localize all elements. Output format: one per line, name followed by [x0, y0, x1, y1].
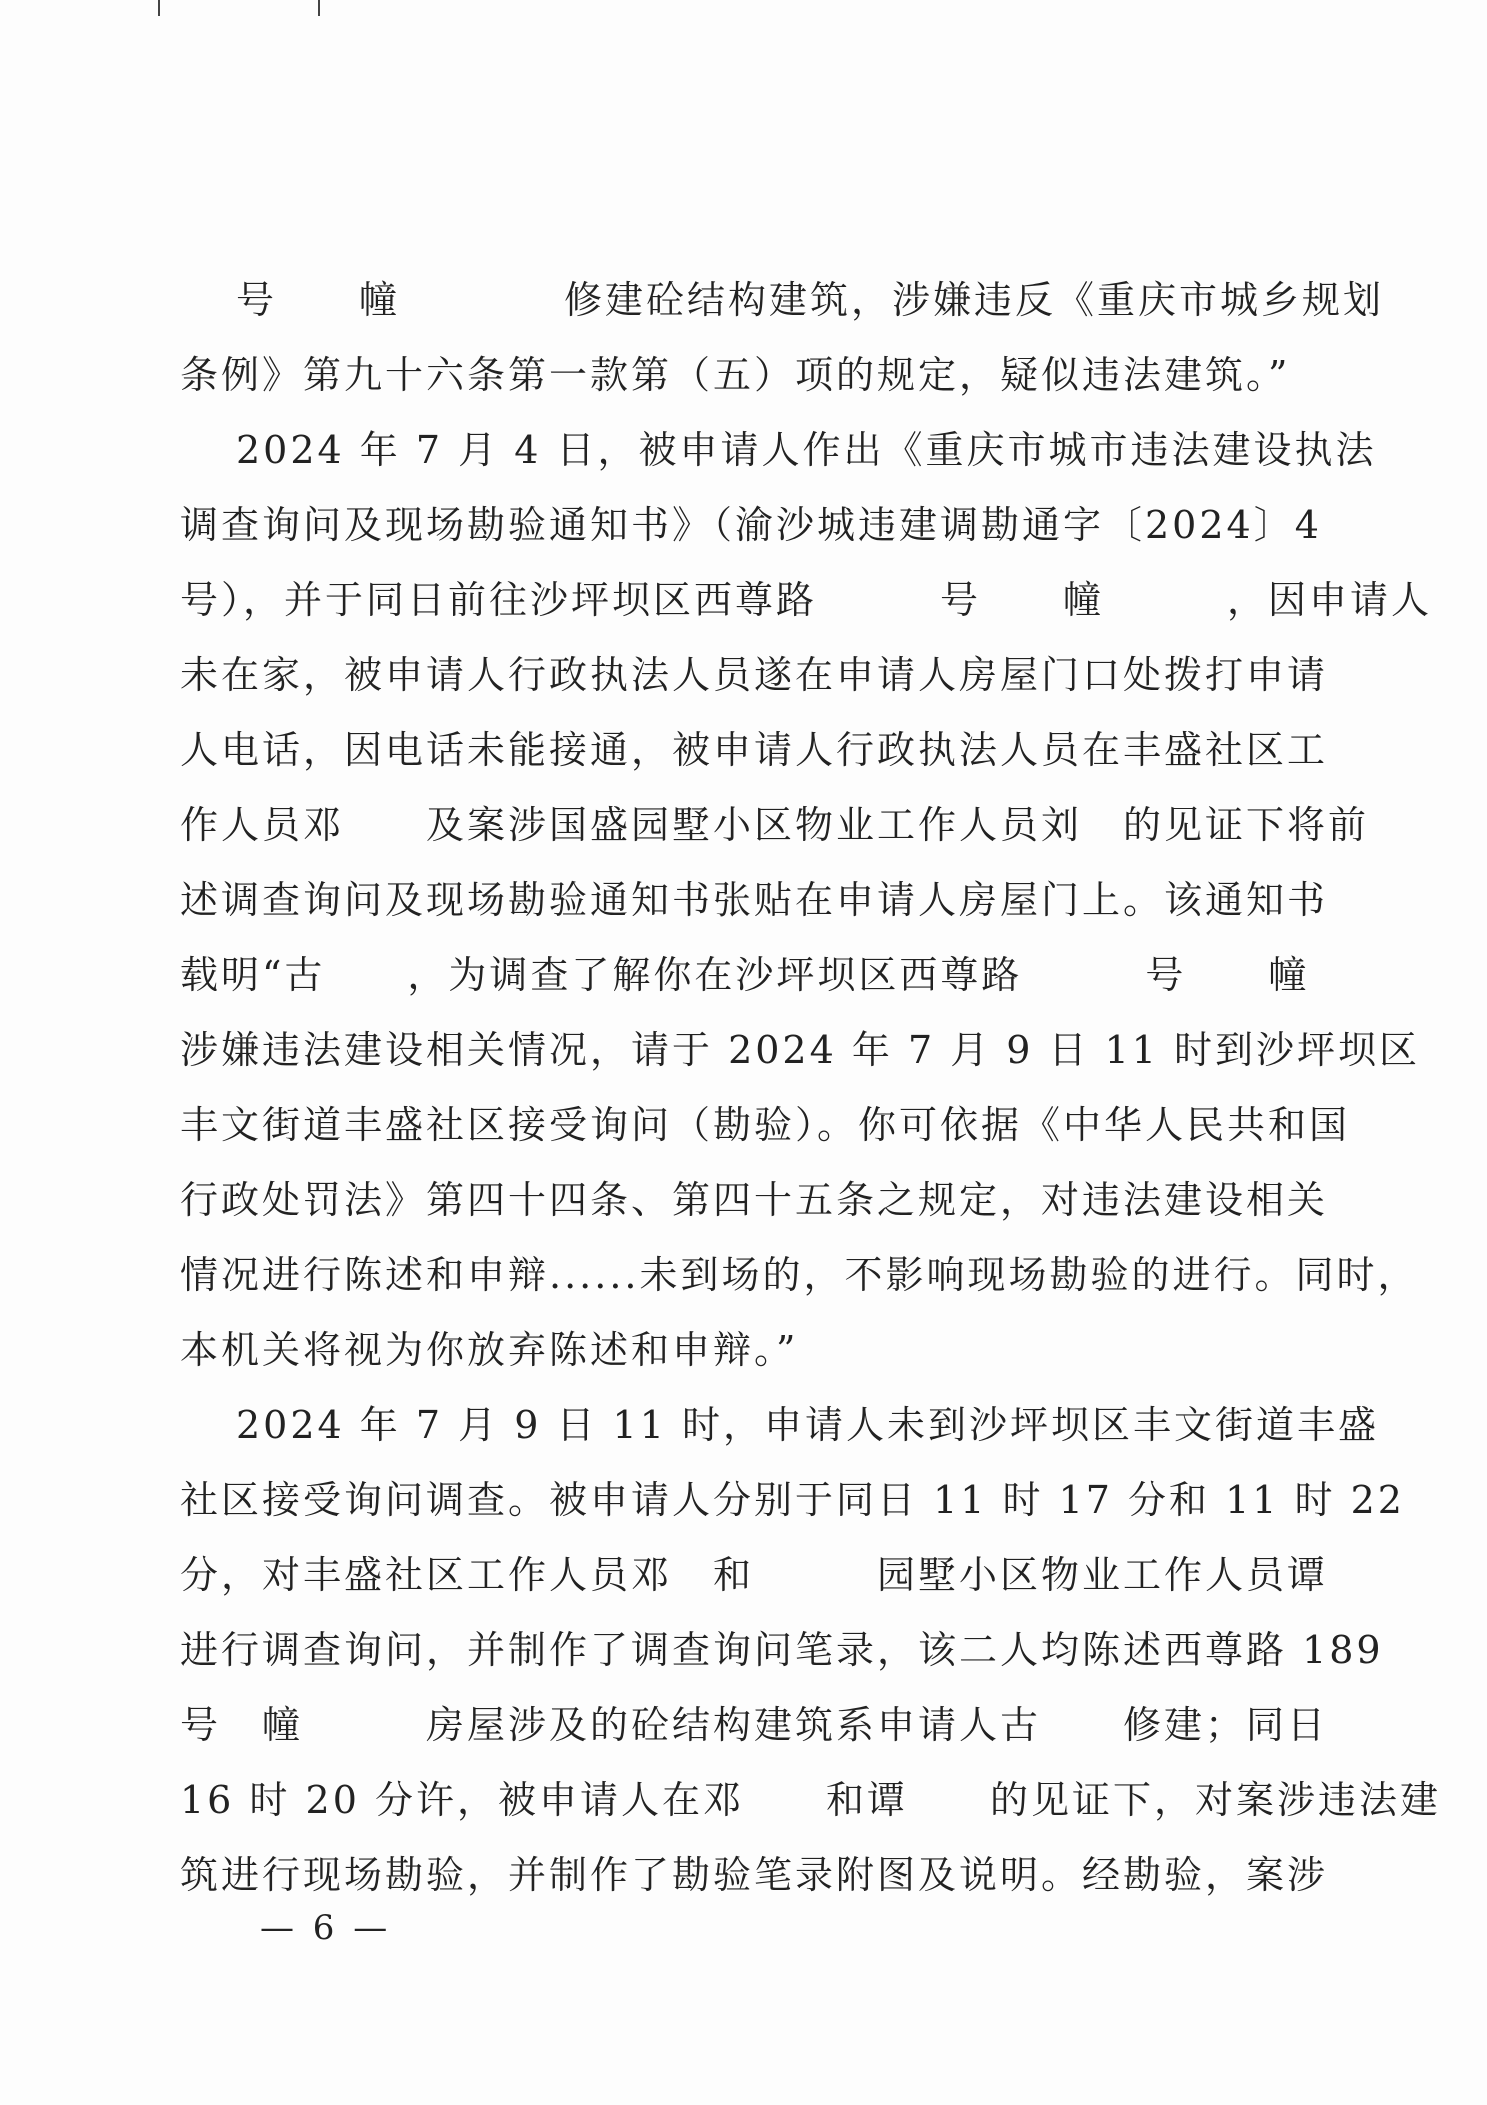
text-line: 涉嫌违法建设相关情况，请于 2024 年 7 月 9 日 11 时到沙坪坝区	[180, 1028, 1421, 1072]
text-line: 载明“古 ，为调查了解你在沙坪坝区西尊路 号 幢	[180, 953, 1310, 997]
text-line: 本机关将视为你放弃陈述和申辩。”	[180, 1328, 799, 1372]
page-number: — 6 —	[260, 1908, 392, 1948]
text-line: 调查询问及现场勘验通知书》（渝沙城违建调勘通字〔2024〕4	[180, 503, 1322, 547]
text-line: 2024 年 7 月 9 日 11 时，申请人未到沙坪坝区丰文街道丰盛	[236, 1403, 1379, 1447]
text-line: 人电话，因电话未能接通，被申请人行政执法人员在丰盛社区工	[180, 728, 1329, 772]
text-line: 未在家，被申请人行政执法人员遂在申请人房屋门口处拨打申请	[180, 653, 1329, 697]
text-line: 16 时 20 分许，被申请人在邓 和谭 的见证下，对案涉违法建	[180, 1778, 1441, 1822]
scan-mark	[318, 0, 320, 16]
text-line: 情况进行陈述和申辩......未到场的，不影响现场勘验的进行。同时，	[180, 1253, 1419, 1297]
text-line: 作人员邓 及案涉国盛园墅小区物业工作人员刘 的见证下将前	[180, 803, 1370, 847]
text-line: 号），并于同日前往沙坪坝区西尊路 号 幢 ，因申请人	[180, 578, 1433, 622]
text-line: 述调查询问及现场勘验通知书张贴在申请人房屋门上。该通知书	[180, 878, 1329, 922]
text-line: 筑进行现场勘验，并制作了勘验笔录附图及说明。经勘验，案涉	[180, 1853, 1329, 1897]
text-line: 2024 年 7 月 4 日，被申请人作出《重庆市城市违法建设执法	[236, 428, 1377, 472]
text-line: 条例》第九十六条第一款第（五）项的规定，疑似违法建筑。”	[180, 353, 1291, 397]
text-line: 号 幢 房屋涉及的砼结构建筑系申请人古 修建；同日	[180, 1703, 1329, 1747]
text-line: 社区接受询问调查。被申请人分别于同日 11 时 17 分和 11 时 22	[180, 1478, 1405, 1522]
scan-mark	[158, 0, 160, 16]
text-line: 进行调查询问，并制作了调查询问笔录，该二人均陈述西尊路 189	[180, 1628, 1384, 1672]
text-line: 号 幢 修建砼结构建筑，涉嫌违反《重庆市城乡规划	[236, 278, 1385, 322]
text-line: 丰文街道丰盛社区接受询问（勘验）。你可依据《中华人民共和国	[180, 1103, 1351, 1147]
text-line: 行政处罚法》第四十四条、第四十五条之规定，对违法建设相关	[180, 1178, 1329, 1222]
text-line: 分，对丰盛社区工作人员邓 和 园墅小区物业工作人员谭	[180, 1553, 1329, 1597]
